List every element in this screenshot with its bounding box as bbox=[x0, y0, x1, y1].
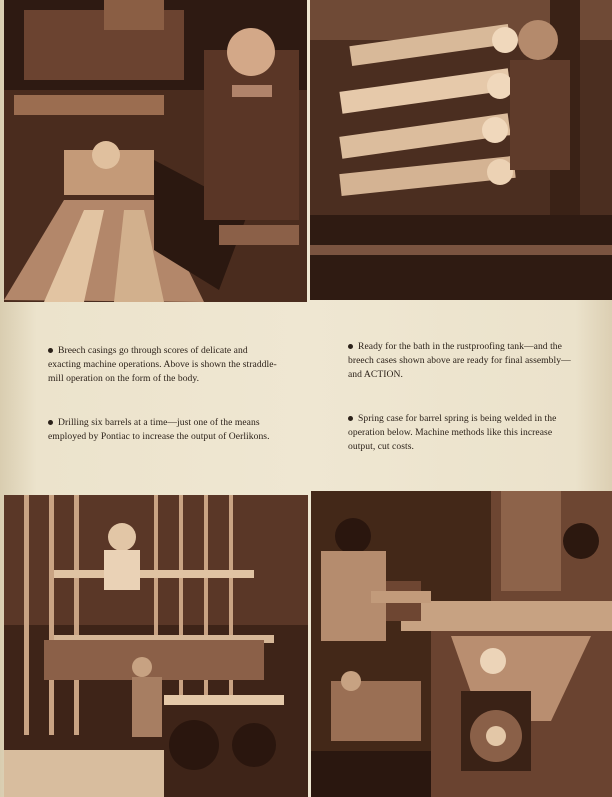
caption-text: Breech casings go through scores of delicate and exacting machine operations. Above is shown the straddle-mill operation on the form of the body. bbox=[48, 345, 277, 384]
caption-drilling-barrels bbox=[48, 416, 280, 444]
photo-straddle-mill bbox=[4, 0, 307, 302]
caption-text: Spring case for barrel spring is being welded in the operation below. Machine methods like this increase output, cut costs. bbox=[348, 413, 557, 452]
bullet-icon bbox=[348, 344, 353, 349]
caption-text: Drilling six barrels at a time—just one of the means employed by Pontiac to increase the output of Oerlikons. bbox=[48, 417, 270, 442]
caption-spring-case bbox=[348, 412, 580, 454]
bullet-icon bbox=[48, 348, 53, 353]
caption-breech-casings bbox=[48, 344, 280, 386]
photo-spring-case-welding bbox=[311, 491, 612, 797]
photo-barrel-drilling bbox=[4, 495, 308, 797]
caption-text: Ready for the bath in the rustproofing tank—and the breech cases shown above are ready for final assembly—and ACTION. bbox=[348, 341, 571, 380]
caption-rustproofing bbox=[348, 340, 580, 382]
photo-rustproofing-rack bbox=[310, 0, 612, 300]
bullet-icon bbox=[348, 416, 353, 421]
bullet-icon bbox=[48, 420, 53, 425]
